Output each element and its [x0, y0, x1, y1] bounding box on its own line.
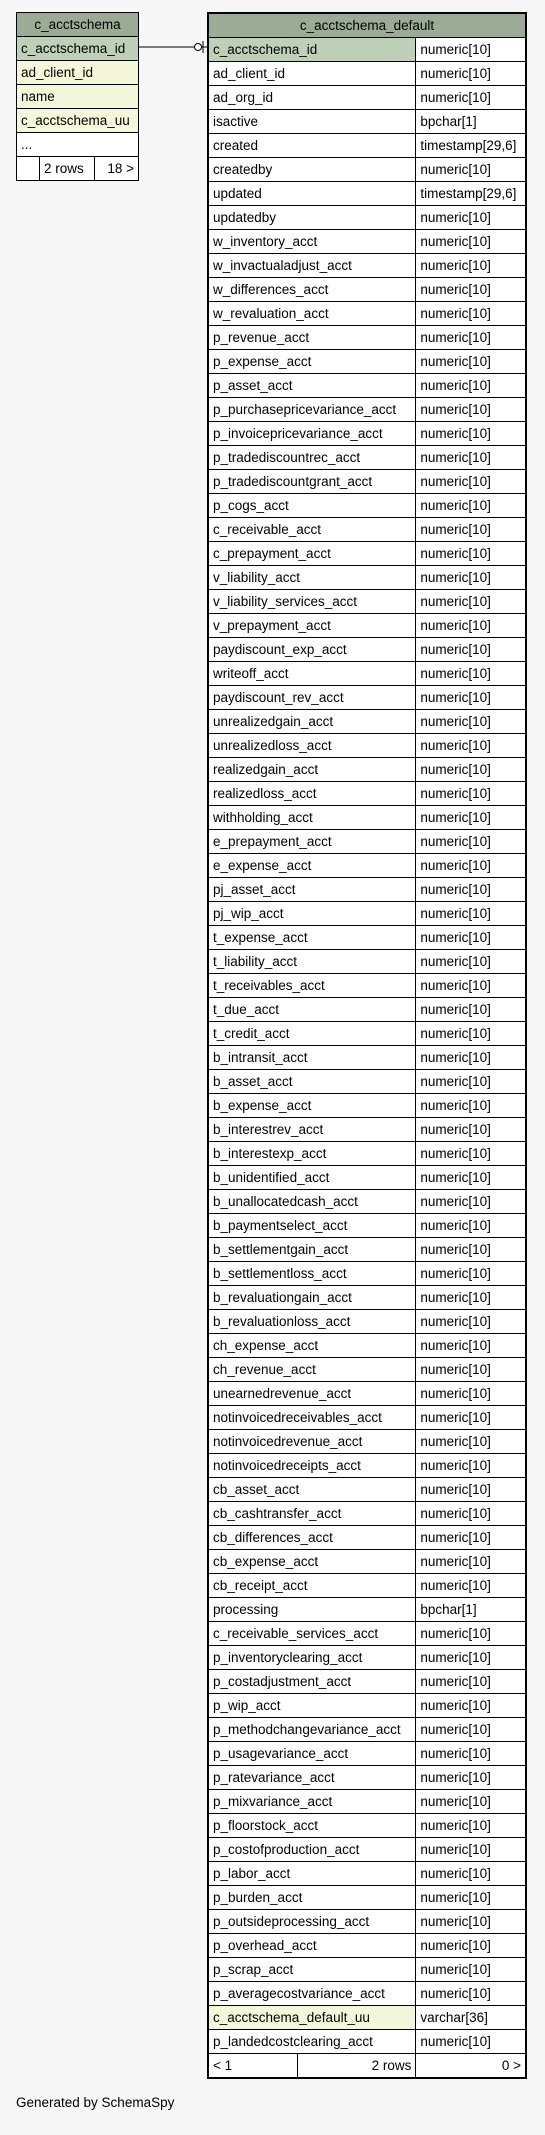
column-type: numeric[10] — [416, 1358, 526, 1382]
column-name[interactable]: p_scrap_acct — [208, 1958, 416, 1982]
table-row — [208, 1238, 526, 1262]
column-name[interactable]: name — [17, 85, 139, 109]
column-type: numeric[10] — [416, 902, 526, 926]
column-name[interactable]: b_settlementloss_acct — [208, 1262, 416, 1286]
column-name[interactable]: updatedby — [208, 206, 416, 230]
table-row — [208, 1382, 526, 1406]
children-link[interactable]: 18 > — [95, 157, 139, 181]
column-name[interactable]: isactive — [208, 110, 416, 134]
column-type: varchar[36] — [416, 2006, 526, 2030]
column-name[interactable]: p_outsideprocessing_acct — [208, 1910, 416, 1934]
parents-link[interactable]: < 1 — [208, 2054, 298, 2079]
column-name[interactable]: b_revaluationgain_acct — [208, 1286, 416, 1310]
column-type: numeric[10] — [416, 638, 526, 662]
column-name[interactable]: notinvoicedreceipts_acct — [208, 1454, 416, 1478]
table-row — [208, 110, 526, 134]
column-name[interactable]: w_invactualadjust_acct — [208, 254, 416, 278]
table-row — [208, 278, 526, 302]
table-row — [208, 374, 526, 398]
column-name[interactable]: e_prepayment_acct — [208, 830, 416, 854]
column-type: numeric[10] — [416, 662, 526, 686]
table-row — [208, 518, 526, 542]
column-type: numeric[10] — [416, 1094, 526, 1118]
column-type: numeric[10] — [416, 1982, 526, 2006]
column-type: numeric[10] — [416, 2030, 526, 2054]
column-name[interactable]: unrealizedgain_acct — [208, 710, 416, 734]
table-row — [208, 806, 526, 830]
column-name[interactable]: b_asset_acct — [208, 1070, 416, 1094]
column-name[interactable]: ... — [17, 133, 139, 157]
column-name[interactable]: p_floorstock_acct — [208, 1814, 416, 1838]
column-name[interactable]: t_expense_acct — [208, 926, 416, 950]
column-name[interactable]: notinvoicedreceivables_acct — [208, 1406, 416, 1430]
column-type: numeric[10] — [416, 1502, 526, 1526]
table-c-acctschema[interactable] — [16, 12, 139, 181]
table-row — [208, 494, 526, 518]
table-row — [208, 1862, 526, 1886]
column-name[interactable]: p_ratevariance_acct — [208, 1766, 416, 1790]
table-row — [208, 158, 526, 182]
column-type: numeric[10] — [416, 1334, 526, 1358]
table-row — [208, 1910, 526, 1934]
column-type: numeric[10] — [416, 542, 526, 566]
column-name[interactable]: createdby — [208, 158, 416, 182]
table-row — [208, 974, 526, 998]
column-name[interactable]: b_revaluationloss_acct — [208, 1310, 416, 1334]
column-name[interactable]: realizedloss_acct — [208, 782, 416, 806]
column-name[interactable]: writeoff_acct — [208, 662, 416, 686]
column-name[interactable]: p_burden_acct — [208, 1886, 416, 1910]
column-type: numeric[10] — [416, 734, 526, 758]
column-type: numeric[10] — [416, 1838, 526, 1862]
table-row — [208, 1718, 526, 1742]
column-type: numeric[10] — [416, 278, 526, 302]
table-row — [208, 830, 526, 854]
table-row — [17, 109, 139, 133]
column-type: numeric[10] — [416, 878, 526, 902]
table-row — [208, 1334, 526, 1358]
column-name[interactable]: p_usagevariance_acct — [208, 1742, 416, 1766]
column-type: numeric[10] — [416, 1814, 526, 1838]
table-row — [208, 422, 526, 446]
table-row — [208, 1574, 526, 1598]
table-row — [208, 1118, 526, 1142]
column-type: timestamp[29,6] — [416, 134, 526, 158]
column-type: numeric[10] — [416, 38, 526, 62]
table-row — [208, 926, 526, 950]
table-row — [208, 734, 526, 758]
column-name[interactable]: notinvoicedrevenue_acct — [208, 1430, 416, 1454]
column-name[interactable]: processing — [208, 1598, 416, 1622]
column-name[interactable]: v_liability_acct — [208, 566, 416, 590]
table-row — [208, 1886, 526, 1910]
column-type: numeric[10] — [416, 926, 526, 950]
column-type: numeric[10] — [416, 1262, 526, 1286]
column-name[interactable]: p_methodchangevariance_acct — [208, 1718, 416, 1742]
column-name[interactable]: p_landedcostclearing_acct — [208, 2030, 416, 2054]
column-name[interactable]: p_costadjustment_acct — [208, 1670, 416, 1694]
column-type: numeric[10] — [416, 1454, 526, 1478]
column-name[interactable]: cb_expense_acct — [208, 1550, 416, 1574]
column-type: numeric[10] — [416, 1790, 526, 1814]
column-type: numeric[10] — [416, 1382, 526, 1406]
table-row — [17, 85, 139, 109]
column-name[interactable]: p_revenue_acct — [208, 326, 416, 350]
table-row — [208, 566, 526, 590]
column-type: numeric[10] — [416, 998, 526, 1022]
table-row — [17, 61, 139, 85]
table-footer-row — [17, 157, 139, 181]
column-name[interactable]: b_unallocatedcash_acct — [208, 1190, 416, 1214]
column-name[interactable]: realizedgain_acct — [208, 758, 416, 782]
column-type: numeric[10] — [416, 1118, 526, 1142]
table-row — [208, 230, 526, 254]
column-name[interactable]: c_acctschema_uu — [17, 109, 139, 133]
table-row — [208, 2030, 526, 2054]
column-type: numeric[10] — [416, 590, 526, 614]
column-name[interactable]: p_inventoryclearing_acct — [208, 1646, 416, 1670]
relationship-zero-marker — [195, 44, 202, 51]
column-name[interactable]: paydiscount_rev_acct — [208, 686, 416, 710]
column-type: numeric[10] — [416, 1550, 526, 1574]
column-name[interactable]: v_liability_services_acct — [208, 590, 416, 614]
column-type: numeric[10] — [416, 782, 526, 806]
column-type: numeric[10] — [416, 1310, 526, 1334]
column-type: numeric[10] — [416, 710, 526, 734]
column-name[interactable]: c_acctschema_id — [208, 38, 416, 62]
column-name[interactable]: b_intransit_acct — [208, 1046, 416, 1070]
column-type: numeric[10] — [416, 1286, 526, 1310]
table-row — [208, 1790, 526, 1814]
column-name[interactable]: t_credit_acct — [208, 1022, 416, 1046]
table-row — [208, 38, 526, 62]
column-type: numeric[10] — [416, 806, 526, 830]
column-type: numeric[10] — [416, 1694, 526, 1718]
table-row — [208, 686, 526, 710]
column-type: numeric[10] — [416, 1142, 526, 1166]
column-type: numeric[10] — [416, 1430, 526, 1454]
children-link[interactable]: 0 > — [416, 2054, 526, 2079]
column-type: numeric[10] — [416, 422, 526, 446]
table-row — [208, 1814, 526, 1838]
table-row — [208, 1766, 526, 1790]
column-name[interactable]: ch_revenue_acct — [208, 1358, 416, 1382]
row-count: 2 rows — [298, 2054, 416, 2079]
column-type: numeric[10] — [416, 1646, 526, 1670]
column-type: numeric[10] — [416, 1910, 526, 1934]
column-type: numeric[10] — [416, 470, 526, 494]
column-name[interactable]: unearnedrevenue_acct — [208, 1382, 416, 1406]
column-type: numeric[10] — [416, 1742, 526, 1766]
column-name[interactable]: pj_asset_acct — [208, 878, 416, 902]
column-name[interactable]: ch_expense_acct — [208, 1334, 416, 1358]
column-type: numeric[10] — [416, 1526, 526, 1550]
table-row — [208, 326, 526, 350]
table-row — [208, 1166, 526, 1190]
table-row — [208, 1406, 526, 1430]
table-row — [208, 470, 526, 494]
table-row — [208, 86, 526, 110]
table-row — [208, 710, 526, 734]
table-footer-row — [208, 2054, 526, 2079]
table-title[interactable]: c_acctschema — [17, 13, 139, 37]
table-row — [208, 782, 526, 806]
column-type: numeric[10] — [416, 1070, 526, 1094]
column-type: numeric[10] — [416, 206, 526, 230]
column-type: numeric[10] — [416, 158, 526, 182]
column-type: numeric[10] — [416, 614, 526, 638]
column-type: numeric[10] — [416, 1190, 526, 1214]
table-row — [208, 1742, 526, 1766]
column-name[interactable]: c_prepayment_acct — [208, 542, 416, 566]
column-name[interactable]: p_averagecostvariance_acct — [208, 1982, 416, 2006]
column-name[interactable]: p_mixvariance_acct — [208, 1790, 416, 1814]
column-name[interactable]: c_receivable_services_acct — [208, 1622, 416, 1646]
table-header-row — [208, 13, 526, 38]
table-row — [208, 182, 526, 206]
column-type: numeric[10] — [416, 1022, 526, 1046]
table-header-row — [17, 13, 139, 37]
table-row — [208, 998, 526, 1022]
column-type: numeric[10] — [416, 350, 526, 374]
column-name[interactable]: cb_asset_acct — [208, 1478, 416, 1502]
table-title[interactable]: c_acctschema_default — [208, 13, 526, 38]
column-name[interactable]: w_inventory_acct — [208, 230, 416, 254]
table-row — [208, 1934, 526, 1958]
table-row — [208, 1598, 526, 1622]
table-row — [208, 1358, 526, 1382]
table-row — [208, 1142, 526, 1166]
column-name[interactable]: p_invoicepricevariance_acct — [208, 422, 416, 446]
column-name[interactable]: ad_client_id — [17, 61, 139, 85]
column-type: numeric[10] — [416, 1718, 526, 1742]
column-name[interactable]: t_liability_acct — [208, 950, 416, 974]
column-name[interactable]: b_expense_acct — [208, 1094, 416, 1118]
table-row — [208, 1214, 526, 1238]
table-row — [208, 1526, 526, 1550]
table-row — [208, 62, 526, 86]
table-row — [208, 302, 526, 326]
column-type: numeric[10] — [416, 1574, 526, 1598]
table-row — [208, 614, 526, 638]
column-type: numeric[10] — [416, 1166, 526, 1190]
column-name[interactable]: ad_org_id — [208, 86, 416, 110]
table-row — [208, 1622, 526, 1646]
column-type: numeric[10] — [416, 230, 526, 254]
column-type: numeric[10] — [416, 566, 526, 590]
table-row — [208, 1550, 526, 1574]
table-row — [208, 1094, 526, 1118]
column-name[interactable]: b_interestexp_acct — [208, 1142, 416, 1166]
column-type: numeric[10] — [416, 1406, 526, 1430]
table-row — [208, 446, 526, 470]
table-row — [208, 950, 526, 974]
table-row — [208, 1070, 526, 1094]
column-name[interactable]: updated — [208, 182, 416, 206]
column-type: timestamp[29,6] — [416, 182, 526, 206]
table-row — [208, 1670, 526, 1694]
column-type: numeric[10] — [416, 1934, 526, 1958]
table-row — [17, 133, 139, 157]
column-name[interactable]: c_receivable_acct — [208, 518, 416, 542]
column-name[interactable]: b_paymentselect_acct — [208, 1214, 416, 1238]
table-row — [208, 134, 526, 158]
column-name[interactable]: w_differences_acct — [208, 278, 416, 302]
column-type: numeric[10] — [416, 1622, 526, 1646]
column-type: numeric[10] — [416, 686, 526, 710]
column-name[interactable]: p_expense_acct — [208, 350, 416, 374]
column-type: numeric[10] — [416, 254, 526, 278]
column-type: numeric[10] — [416, 1958, 526, 1982]
column-name[interactable]: c_acctschema_default_uu — [208, 2006, 416, 2030]
table-row — [208, 1430, 526, 1454]
table-row — [208, 1286, 526, 1310]
column-type: numeric[10] — [416, 86, 526, 110]
column-type: numeric[10] — [416, 326, 526, 350]
table-row — [208, 1502, 526, 1526]
column-type: numeric[10] — [416, 494, 526, 518]
column-type: numeric[10] — [416, 302, 526, 326]
column-name[interactable]: v_prepayment_acct — [208, 614, 416, 638]
column-name[interactable]: c_acctschema_id — [17, 37, 139, 61]
column-name[interactable]: e_expense_acct — [208, 854, 416, 878]
column-name[interactable]: paydiscount_exp_acct — [208, 638, 416, 662]
column-type: numeric[10] — [416, 854, 526, 878]
table-row — [208, 758, 526, 782]
table-row — [208, 1982, 526, 2006]
column-type: numeric[10] — [416, 446, 526, 470]
column-name[interactable]: ad_client_id — [208, 62, 416, 86]
column-name[interactable]: p_costofproduction_acct — [208, 1838, 416, 1862]
table-row — [208, 1310, 526, 1334]
table-row — [208, 1958, 526, 1982]
column-name[interactable]: b_unidentified_acct — [208, 1166, 416, 1190]
column-type: numeric[10] — [416, 1238, 526, 1262]
table-row — [208, 350, 526, 374]
column-name[interactable]: t_due_acct — [208, 998, 416, 1022]
column-type: numeric[10] — [416, 518, 526, 542]
column-name[interactable]: b_interestrev_acct — [208, 1118, 416, 1142]
column-name[interactable]: t_receivables_acct — [208, 974, 416, 998]
column-type: numeric[10] — [416, 1862, 526, 1886]
table-row — [208, 254, 526, 278]
table-row — [208, 1022, 526, 1046]
table-row — [208, 2006, 526, 2030]
column-type: numeric[10] — [416, 62, 526, 86]
column-name[interactable]: cb_cashtransfer_acct — [208, 1502, 416, 1526]
table-row — [208, 854, 526, 878]
table-row — [208, 662, 526, 686]
column-name[interactable]: withholding_acct — [208, 806, 416, 830]
column-name[interactable]: p_cogs_acct — [208, 494, 416, 518]
column-name[interactable]: p_tradediscountgrant_acct — [208, 470, 416, 494]
column-name[interactable]: cb_differences_acct — [208, 1526, 416, 1550]
column-type: numeric[10] — [416, 1670, 526, 1694]
table-row — [208, 206, 526, 230]
table-c-acctschema-default[interactable] — [207, 12, 527, 2079]
table-row — [208, 1838, 526, 1862]
table-row — [208, 1046, 526, 1070]
column-name[interactable]: p_purchasepricevariance_acct — [208, 398, 416, 422]
column-name[interactable]: w_revaluation_acct — [208, 302, 416, 326]
column-type: numeric[10] — [416, 374, 526, 398]
column-type: numeric[10] — [416, 1478, 526, 1502]
table-row — [208, 1262, 526, 1286]
table-row — [208, 1694, 526, 1718]
column-type: numeric[10] — [416, 1766, 526, 1790]
column-name[interactable]: created — [208, 134, 416, 158]
column-name[interactable]: p_tradediscountrec_acct — [208, 446, 416, 470]
column-name[interactable]: b_settlementgain_acct — [208, 1238, 416, 1262]
column-type: numeric[10] — [416, 758, 526, 782]
column-name[interactable]: p_wip_acct — [208, 1694, 416, 1718]
table-row — [208, 902, 526, 926]
column-name[interactable]: pj_wip_acct — [208, 902, 416, 926]
column-name[interactable]: p_labor_acct — [208, 1862, 416, 1886]
column-name[interactable]: cb_receipt_acct — [208, 1574, 416, 1598]
column-name[interactable]: p_overhead_acct — [208, 1934, 416, 1958]
table-row — [208, 638, 526, 662]
column-type: bpchar[1] — [416, 1598, 526, 1622]
column-type: numeric[10] — [416, 1046, 526, 1070]
column-type: numeric[10] — [416, 830, 526, 854]
table-row — [208, 1454, 526, 1478]
column-type: numeric[10] — [416, 398, 526, 422]
column-type: numeric[10] — [416, 950, 526, 974]
table-row — [208, 878, 526, 902]
table-row — [208, 542, 526, 566]
column-type: numeric[10] — [416, 974, 526, 998]
table-row — [208, 1190, 526, 1214]
column-type: numeric[10] — [416, 1214, 526, 1238]
table-row — [208, 1478, 526, 1502]
row-count: 2 rows — [40, 157, 95, 181]
table-row — [208, 1646, 526, 1670]
column-name[interactable]: unrealizedloss_acct — [208, 734, 416, 758]
footer-spacer — [17, 157, 40, 181]
column-type: bpchar[1] — [416, 110, 526, 134]
column-type: numeric[10] — [416, 1886, 526, 1910]
table-row — [17, 37, 139, 61]
table-row — [208, 590, 526, 614]
column-name[interactable]: p_asset_acct — [208, 374, 416, 398]
table-row — [208, 398, 526, 422]
generated-by-footer: Generated by SchemaSpy — [16, 2095, 175, 2110]
